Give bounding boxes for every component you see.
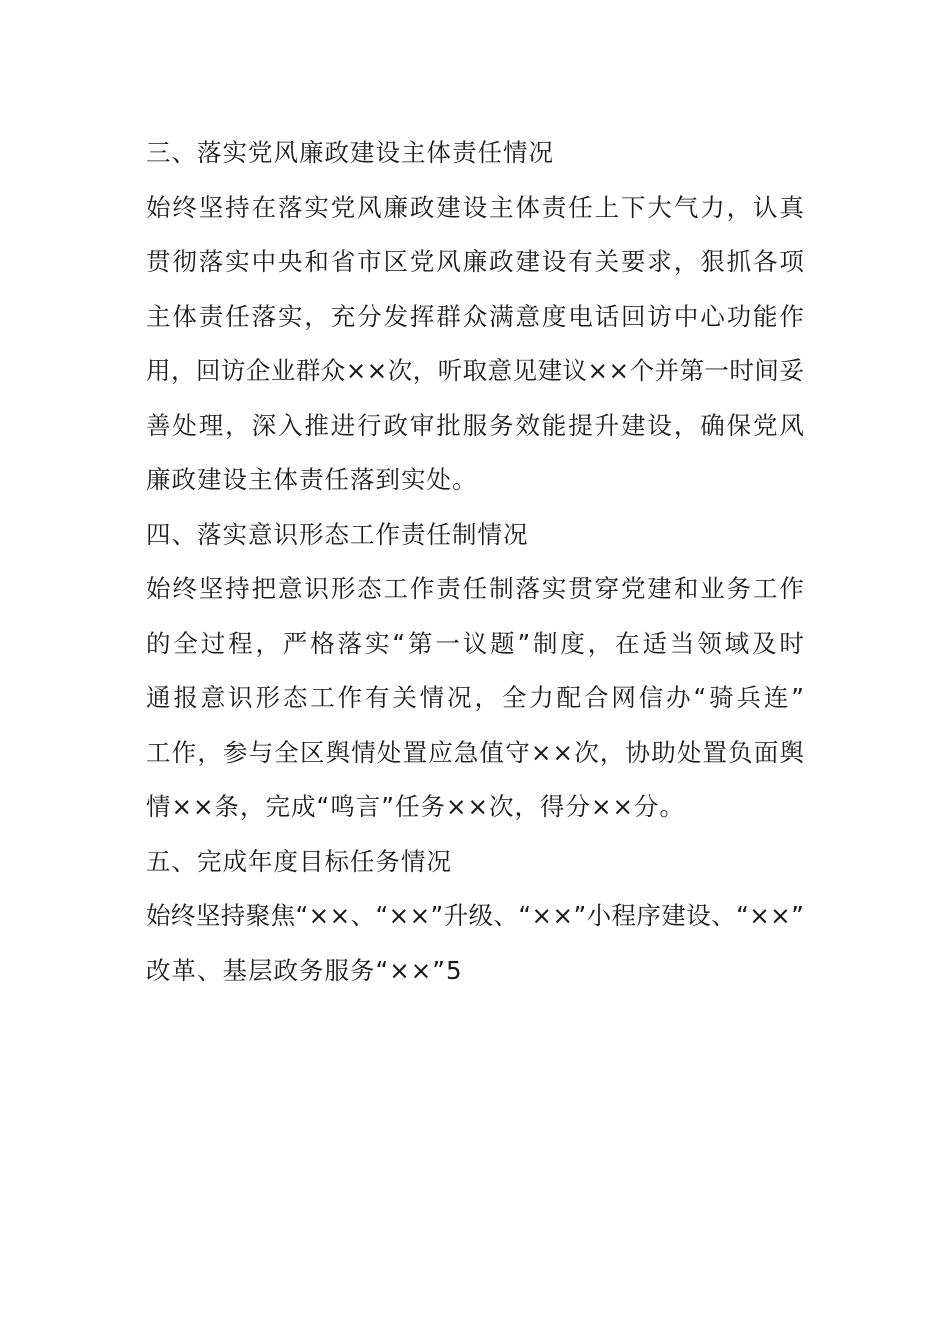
text-char: 听 (437, 356, 463, 385)
text-char: 度 (541, 301, 567, 331)
text-char: 实 (304, 192, 329, 222)
text-char: 题 (490, 628, 515, 658)
text-char: 主 (146, 301, 171, 331)
text-char: 廉 (462, 247, 488, 276)
text-char: 终 (172, 574, 197, 603)
text-char: 全 (501, 683, 527, 712)
text-char: 工 (752, 574, 778, 603)
text-char: 和 (304, 247, 329, 276)
text-char: 话 (594, 301, 620, 331)
text-char: 通 (146, 683, 171, 712)
text-char: “ (518, 901, 532, 930)
text-char: 访 (647, 301, 672, 331)
text-char: 信 (638, 683, 664, 712)
text-char: 中 (251, 247, 277, 276)
paragraph-line (146, 889, 804, 944)
text-char: 风 (779, 410, 804, 440)
text-char: 始 (146, 192, 171, 222)
text-char: 任 (568, 192, 593, 222)
text-char: 终 (172, 192, 197, 222)
text-char: × (329, 901, 351, 930)
text-char: 议 (462, 628, 488, 658)
text-char: 态 (282, 683, 308, 712)
text-char: × (388, 901, 410, 930)
text-char: 区 (299, 737, 325, 767)
text-char: 责 (198, 301, 224, 331)
text-char: 一 (704, 356, 729, 385)
text-char: 上 (594, 192, 620, 222)
text-char: ” (791, 683, 804, 712)
text-char: 制 (489, 574, 514, 603)
text-char: 严 (282, 628, 308, 658)
text-char: “ (392, 628, 406, 658)
text-char: 持 (225, 574, 250, 603)
text-char: 政 (489, 247, 514, 276)
text-char: 党 (621, 574, 646, 603)
text-char: 彻 (172, 247, 197, 276)
text-char: 作 (409, 574, 435, 603)
paragraph-line (146, 344, 804, 399)
text-char: 气 (673, 192, 699, 222)
text-char: 党 (752, 410, 778, 440)
text-char: ， (474, 683, 499, 712)
text-char: 始 (146, 901, 171, 930)
text-char: 力 (529, 683, 554, 712)
text-char: ， (197, 737, 222, 767)
text-char: 项 (779, 247, 804, 276)
text-char: 制 (533, 628, 558, 658)
text-char: 实 (541, 574, 567, 603)
text-char: 设 (686, 901, 711, 930)
text-char: 域 (724, 628, 750, 658)
text-char: 服 (462, 410, 488, 440)
text-char: 意 (277, 574, 303, 603)
text-char: 处 (172, 410, 197, 440)
text-char: 要 (621, 247, 646, 276)
text-char: 升 (443, 901, 469, 930)
text-char: 理 (198, 410, 224, 440)
text-char: 心 (700, 301, 725, 331)
text-char: 作 (171, 737, 197, 767)
text-char: 体 (515, 192, 540, 222)
text-char: 建 (647, 574, 672, 603)
text-char: 设 (647, 410, 672, 440)
section-heading-4: 四、落实意识形态工作责任制情况 (146, 519, 529, 549)
text-char: ， (599, 737, 625, 767)
text-char: × (749, 901, 770, 930)
text-char: × (531, 901, 553, 930)
text-char: 过 (200, 628, 226, 658)
text-char: 建 (621, 410, 646, 440)
text-char: ， (255, 628, 280, 658)
text-char: “ (375, 901, 389, 930)
text-char: 群 (295, 356, 321, 385)
text-char: 的 (146, 628, 171, 658)
text-char: × (366, 356, 388, 385)
text-char: 廉 (383, 192, 409, 222)
text-char: 坚 (198, 574, 224, 603)
text-char: 实 (365, 628, 390, 658)
text-char: 情 (351, 737, 376, 767)
text-char: 次 (387, 356, 413, 385)
text-char: × (409, 901, 431, 930)
paragraph-line (146, 726, 804, 781)
text-char: 议 (562, 356, 588, 385)
text-char: 关 (392, 683, 417, 712)
text-char: 办 (666, 683, 691, 712)
text-char: 建 (515, 247, 540, 276)
text-char: ， (412, 356, 438, 385)
text-char: × (770, 901, 791, 930)
text-char: 作 (337, 683, 363, 712)
text-char: 级 (468, 901, 494, 930)
text-char: 落 (337, 628, 363, 658)
text-char: 取 (462, 356, 488, 385)
text-char: 落 (277, 192, 303, 222)
text-char: 下 (621, 192, 646, 222)
text-char: 众 (462, 301, 488, 331)
text-char: 意 (515, 301, 540, 331)
text-char: 助 (651, 737, 676, 767)
text-char: × (552, 737, 574, 767)
text-char: 时 (779, 628, 804, 658)
text-char: ， (225, 410, 250, 440)
text-char: 在 (251, 192, 277, 222)
text-char: × (308, 901, 330, 930)
paragraph-line (146, 235, 804, 290)
text-char: 第 (407, 628, 433, 658)
text-char: 分 (357, 301, 382, 331)
text-char: 审 (409, 410, 435, 440)
text-char: 适 (642, 628, 668, 658)
text-char: × (608, 356, 630, 385)
text-char: 穿 (594, 574, 620, 603)
text-char: ” (573, 901, 587, 930)
paragraph-last-line: 廉政建设主体责任落到实处。 (146, 465, 478, 494)
text-char: 电 (568, 301, 593, 331)
text-char: ” (430, 901, 444, 930)
text-char: 守 (505, 737, 530, 767)
text-char: 建 (537, 356, 563, 385)
document-body (146, 126, 806, 998)
text-char: 个 (629, 356, 654, 385)
text-char: ” (791, 901, 804, 930)
text-char: 深 (251, 410, 277, 440)
text-char: ， (673, 247, 699, 276)
text-char: 提 (568, 410, 593, 440)
text-char: 值 (479, 737, 505, 767)
text-char: 当 (669, 628, 695, 658)
text-char: 回 (621, 301, 646, 331)
text-char: 连 (763, 683, 789, 712)
text-char: 务 (726, 574, 752, 603)
text-char: 政 (383, 410, 409, 440)
text-char: 参 (222, 737, 248, 767)
text-char: 把 (251, 574, 277, 603)
text-char: 业 (700, 574, 725, 603)
text-char: 企 (245, 356, 271, 385)
text-char: 急 (453, 737, 479, 767)
text-char: 有 (365, 683, 390, 712)
text-char: 效 (515, 410, 540, 440)
paragraph-line (146, 671, 804, 726)
text-char: 大 (647, 192, 672, 222)
text-char: 市 (357, 247, 382, 276)
text-char: 舆 (325, 737, 351, 767)
text-char: 识 (228, 683, 253, 712)
text-char: 全 (274, 737, 299, 767)
text-char: 抓 (726, 247, 752, 276)
text-char: 风 (357, 192, 382, 222)
text-char: 求 (647, 247, 672, 276)
text-char: 央 (277, 247, 303, 276)
text-char: × (345, 356, 367, 385)
text-char: ， (673, 410, 699, 440)
text-char: 态 (357, 574, 382, 603)
text-char: 、 (350, 901, 376, 930)
text-char: 小 (586, 901, 612, 930)
text-char: 置 (702, 737, 727, 767)
text-char: 和 (673, 574, 699, 603)
text-char: 力 (700, 192, 725, 222)
text-char: 发 (383, 301, 409, 331)
text-char: 体 (172, 301, 197, 331)
paragraph-line (146, 399, 804, 454)
text-char: 访 (220, 356, 246, 385)
text-char: 满 (489, 301, 514, 331)
text-char: 落 (251, 301, 277, 331)
text-char: “ (295, 901, 309, 930)
text-char: 能 (541, 410, 567, 440)
text-char: 实 (225, 247, 250, 276)
text-char: 并 (654, 356, 679, 385)
text-char: 妥 (779, 356, 804, 385)
text-char: “ (736, 901, 749, 930)
text-char: 升 (594, 410, 620, 440)
text-char: 任 (462, 574, 488, 603)
text-char: 主 (489, 192, 514, 222)
text-char: 中 (673, 301, 699, 331)
text-char: 识 (304, 574, 329, 603)
text-char: 网 (611, 683, 636, 712)
text-char: 党 (409, 247, 435, 276)
text-char: 责 (436, 574, 461, 603)
text-char: 行 (357, 410, 382, 440)
paragraph-line (146, 562, 804, 617)
text-char: 况 (447, 683, 472, 712)
text-char: 回 (195, 356, 221, 385)
text-char: 功 (726, 301, 752, 331)
text-char: 合 (584, 683, 609, 712)
text-char: “ (693, 683, 707, 712)
text-char: 政 (409, 192, 435, 222)
text-char: 保 (726, 410, 752, 440)
section-heading-5: 五、完成年度目标任务情况 (146, 846, 452, 876)
text-char: × (587, 356, 609, 385)
text-char: 意 (487, 356, 513, 385)
text-char: 聚 (245, 901, 271, 930)
text-char: 挥 (409, 301, 435, 331)
text-char: 坚 (195, 901, 221, 930)
paragraph-line (146, 181, 804, 236)
text-char: 设 (541, 247, 567, 276)
text-char: 面 (753, 737, 779, 767)
text-char: 应 (428, 737, 453, 767)
text-char: 焦 (270, 901, 296, 930)
text-char: 关 (594, 247, 620, 276)
text-char: 群 (436, 301, 461, 331)
text-char: 责 (541, 192, 567, 222)
text-char: 落 (198, 247, 224, 276)
text-char: ， (587, 628, 613, 658)
text-char: 建 (436, 192, 461, 222)
text-char: 序 (636, 901, 661, 930)
text-char: 处 (676, 737, 702, 767)
text-char: ， (304, 301, 329, 331)
text-char: 认 (752, 192, 778, 222)
text-char: 工 (310, 683, 335, 712)
paragraph-last-line: 改革、基层政务服务“××”5 (146, 955, 463, 985)
text-char: 形 (330, 574, 356, 603)
text-char: 作 (779, 574, 804, 603)
text-char: 时 (729, 356, 754, 385)
text-char: 全 (173, 628, 198, 658)
text-char: 任 (225, 301, 250, 331)
text-char: 区 (383, 247, 409, 276)
text-char: 众 (320, 356, 346, 385)
text-char: 领 (697, 628, 722, 658)
text-char: 始 (146, 574, 171, 603)
text-char: 建 (661, 901, 686, 930)
text-char: 各 (752, 247, 778, 276)
text-char: 程 (228, 628, 253, 658)
text-char: 持 (225, 192, 250, 222)
text-char: 作 (779, 301, 804, 331)
text-char: ， (726, 192, 752, 222)
text-char: 党 (330, 192, 356, 222)
text-char: 舆 (779, 737, 804, 767)
text-char: 与 (248, 737, 274, 767)
text-char: 确 (700, 410, 725, 440)
text-char: 设 (462, 192, 488, 222)
text-char: 兵 (736, 683, 761, 712)
text-char: 工 (146, 737, 171, 767)
text-char: 有 (568, 247, 593, 276)
text-char: 见 (512, 356, 538, 385)
text-char: 度 (560, 628, 585, 658)
text-char: × (552, 901, 574, 930)
text-char: 负 (728, 737, 753, 767)
text-char: 意 (200, 683, 226, 712)
text-char: 处 (376, 737, 402, 767)
text-char: 工 (383, 574, 409, 603)
text-char: 贯 (568, 574, 593, 603)
text-char: 务 (489, 410, 514, 440)
text-char: 一 (435, 628, 460, 658)
text-char: 形 (255, 683, 280, 712)
text-char: 实 (277, 301, 303, 331)
text-char: 程 (611, 901, 636, 930)
text-char: 推 (304, 410, 329, 440)
text-char: 终 (170, 901, 196, 930)
paragraph-line (146, 290, 804, 345)
text-char: 贯 (146, 247, 171, 276)
text-char: 格 (310, 628, 335, 658)
text-char: 能 (752, 301, 778, 331)
text-char: 省 (330, 247, 356, 276)
text-char: 配 (556, 683, 582, 712)
section-heading-3: 三、落实党风廉政建设主体责任情况 (146, 138, 554, 167)
text-char: 报 (173, 683, 198, 712)
text-char: 第 (679, 356, 704, 385)
text-char: ， (170, 356, 196, 385)
text-char: ” (517, 628, 531, 658)
text-char: 落 (515, 574, 540, 603)
text-char: 进 (330, 410, 356, 440)
text-char: 间 (754, 356, 779, 385)
text-char: 置 (402, 737, 428, 767)
text-char: 坚 (198, 192, 224, 222)
paragraph-last-line: 情××条，完成“鸣言”任务××次，得分××分。 (146, 792, 686, 821)
text-char: 骑 (709, 683, 734, 712)
text-char: 批 (436, 410, 461, 440)
text-char: 持 (220, 901, 246, 930)
text-char: 及 (752, 628, 777, 658)
text-char: 充 (330, 301, 356, 331)
text-char: 狠 (700, 247, 725, 276)
text-char: 次 (574, 737, 599, 767)
text-char: × (530, 737, 552, 767)
text-char: 风 (436, 247, 461, 276)
text-char: 用 (146, 356, 171, 385)
text-char: 善 (146, 410, 171, 440)
text-char: 入 (277, 410, 303, 440)
paragraph-line (146, 617, 804, 672)
text-char: 、 (493, 901, 518, 930)
text-char: 业 (270, 356, 296, 385)
text-char: 在 (615, 628, 640, 658)
text-char: 真 (779, 192, 804, 222)
text-char: 、 (711, 901, 736, 930)
text-char: 情 (419, 683, 445, 712)
text-char: 协 (625, 737, 651, 767)
